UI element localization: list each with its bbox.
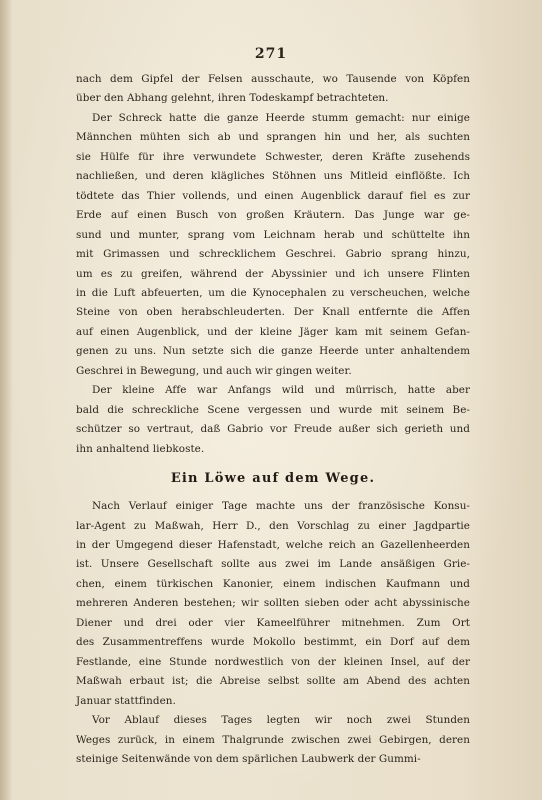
text-line: nach dem Gipfel der Felsen ausschaute, wo Tausende von Köpfen xyxy=(76,73,470,85)
body-text xyxy=(76,70,470,769)
paragraph xyxy=(76,497,470,711)
text-line: ist. Unsere Gesellschaft sollte aus zwei im Lande ansäßigen Grie- xyxy=(76,558,470,571)
text-line: in der Umgegend dieser Hafenstadt, welche reich an Gazellenheerden xyxy=(76,538,470,551)
text-line: ihn anhaltend liebkoste. xyxy=(76,442,205,455)
text-line: in die Luft abfeuerten, um die Kynocephalen zu verscheuchen, welche xyxy=(76,286,470,299)
paragraph xyxy=(76,711,470,769)
page-number: 271 xyxy=(254,46,288,62)
page-gutter-shadow xyxy=(0,0,12,800)
text-line: sund und munter, sprang vom Leichnam herab und schüttelte ihn xyxy=(76,228,470,241)
text-line: lar-Agent zu Maßwah, Herr D., den Vorschlag zu einer Jagdpartie xyxy=(76,519,470,532)
text-line: tödtete das Thier vollends, und einen Augenblick darauf fiel es zur xyxy=(76,189,470,202)
text-line: Erde auf einen Busch von großen Kräutern. Das Junge war ge- xyxy=(76,209,470,222)
text-after-heading xyxy=(76,497,470,769)
text-line: mehreren Anderen bestehen; wir sollten sieben oder acht abyssinische xyxy=(76,597,470,610)
text-line: Diener und drei oder vier Kameelführer mitnehmen. Zum Ort xyxy=(76,616,470,629)
paragraph xyxy=(76,109,470,381)
text-line: Geschrei in Bewegung, und auch wir gingen weiter. xyxy=(76,364,352,377)
paragraph xyxy=(76,381,470,459)
text-line: chen, einem türkischen Kanonier, einem indischen Kaufmann und xyxy=(76,577,470,590)
text-line: über den Abhang gelehnt, ihren Todeskampf betrachteten. xyxy=(76,92,389,105)
text-line: bald die schreckliche Scene vergessen und wurde mit seinem Be- xyxy=(76,403,470,416)
text-line: steinige Seitenwände von dem spärlichen Laubwerk der Gummi- xyxy=(76,752,421,765)
text-line: sie Hülfe für ihre verwundete Schwester, deren Kräfte zusehends xyxy=(76,150,470,163)
text-line: Festlande, eine Stunde nordwestlich von der kleinen Insel, auf der xyxy=(76,655,470,668)
text-line: Maßwah erbaut ist; die Abreise selbst sollte am Abend des achten xyxy=(76,675,470,688)
paragraph xyxy=(76,70,470,109)
text-line: Januar stattfinden. xyxy=(76,694,176,707)
text-before-heading xyxy=(76,70,470,459)
text-line: Steine von oben herabschleuderten. Der Knall entfernte die Affen xyxy=(76,306,470,319)
text-line: Männchen mühten sich ab und sprangen hin und her, als suchten xyxy=(76,131,470,144)
text-line: nachließen, und deren klägliches Stöhnen uns Mitleid einflößte. Ich xyxy=(76,170,470,183)
text-line: des Zusammentreffens wurde Mokollo bestimmt, ein Dorf auf dem xyxy=(76,636,470,649)
text-line: mit Grimassen und schrecklichem Geschrei. Gabrio sprang hinzu, xyxy=(76,248,470,261)
section-heading: Ein Löwe auf dem Wege. xyxy=(170,471,376,487)
text-line: Nach Verlauf einiger Tage machte uns der französische Konsu- xyxy=(92,500,470,513)
text-line: Der Schreck hatte die ganze Heerde stumm gemacht: nur einige xyxy=(92,111,470,124)
text-line: Weges zurück, in einem Thalgrunde zwischen zwei Gebirgen, deren xyxy=(76,733,470,746)
text-line: schützer so vertraut, daß Gabrio vor Freude außer sich gerieth und xyxy=(76,423,470,436)
text-line: um es zu greifen, während der Abyssinier und ich unsere Flinten xyxy=(76,267,470,280)
text-line: genen zu uns. Nun setzte sich die ganze Heerde unter anhaltendem xyxy=(76,345,470,358)
text-line: auf einen Augenblick, und der kleine Jäger kam mit seinem Gefan- xyxy=(76,325,470,338)
text-line: Vor Ablauf dieses Tages legten wir noch zwei Stunden xyxy=(92,714,470,727)
text-line: Der kleine Affe war Anfangs wild und mürrisch, hatte aber xyxy=(92,384,470,397)
